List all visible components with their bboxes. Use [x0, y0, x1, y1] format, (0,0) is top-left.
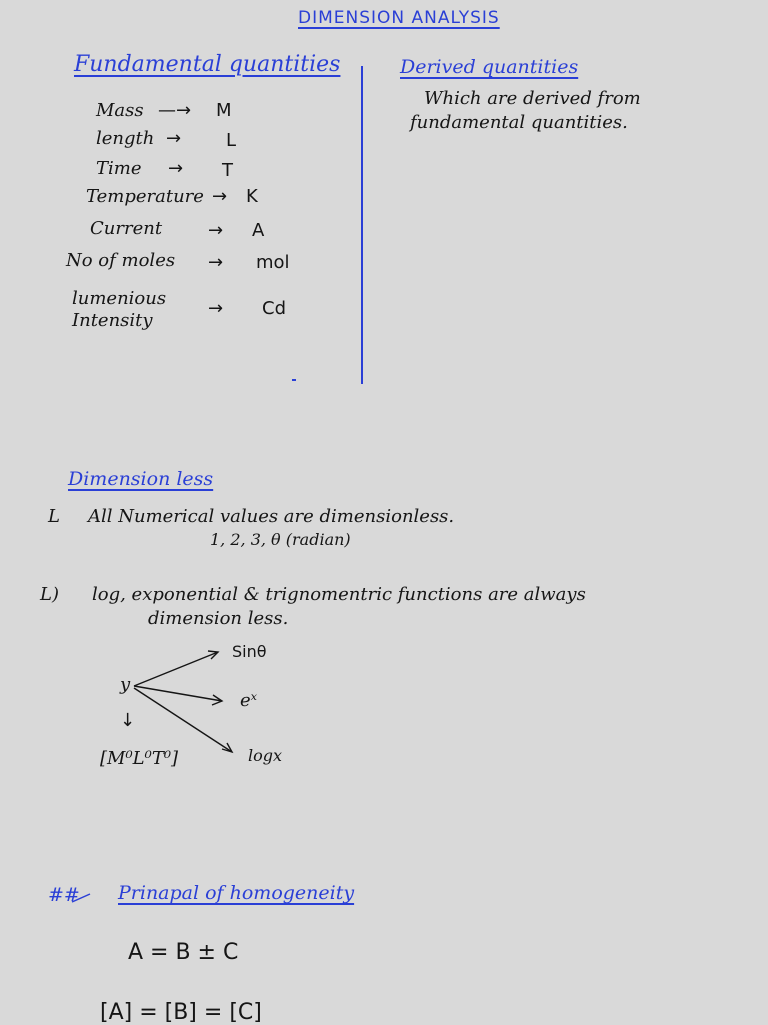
quantity-label: Time	[96, 158, 142, 179]
symbol: K	[246, 186, 258, 207]
symbol: mol	[256, 252, 290, 273]
quantity-label: Mass	[96, 100, 144, 121]
diagram-target-log: logx	[248, 746, 283, 765]
quantity-label: length	[96, 128, 155, 149]
symbol: T	[222, 160, 233, 181]
arrow: →	[168, 158, 184, 179]
down-arrow-icon: ↓	[120, 710, 136, 731]
quantity-label: Temperature	[86, 186, 204, 207]
arrow: →	[166, 128, 182, 149]
quantity-label: lumenious Intensity	[72, 288, 167, 331]
dimensionless-point2-line2: dimension less.	[148, 608, 289, 629]
derived-text-line2: fundamental quantities.	[410, 112, 628, 133]
arrow-to-exp	[134, 686, 222, 701]
fundamental-heading: Fundamental quantities	[74, 52, 341, 77]
equation-2: [A] = [B] = [C]	[100, 1000, 262, 1025]
quantity-label: No of moles	[66, 250, 176, 271]
symbol: A	[252, 220, 265, 241]
arrow-head-log	[222, 743, 232, 752]
arrow: →	[212, 186, 228, 207]
diagram-arrows	[134, 651, 232, 752]
page-title: DIMENSION ANALYSIS	[298, 8, 500, 28]
derived-heading: Derived quantities	[400, 56, 579, 78]
homogeneity-heading: Prinapal of homogeneity	[118, 882, 355, 904]
diagram-target-sin: Sinθ	[232, 642, 267, 661]
diagram-dimension: [M⁰L⁰T⁰]	[100, 748, 179, 769]
dimensionless-point1: All Numerical values are dimensionless.	[88, 506, 455, 527]
arrow-to-sin	[134, 652, 218, 686]
diagram-target-exp: eˣ	[240, 690, 258, 711]
bullet-arrow: L	[48, 506, 60, 527]
equation-1: A = B ± C	[128, 940, 239, 965]
homogeneity-marker: ##	[48, 884, 80, 906]
derived-text-line1: Which are derived from	[424, 88, 641, 109]
dimensionless-point2-line1: log, exponential & trignomentric functions are always	[92, 584, 586, 605]
dimensionless-examples: 1, 2, 3, θ (radian)	[210, 530, 351, 549]
marker-stroke	[72, 894, 90, 902]
quantity-label: Current	[90, 218, 163, 239]
diagram-source-y: y	[120, 674, 131, 695]
arrow: —→	[158, 100, 192, 121]
dimensionless-heading: Dimension less	[68, 468, 214, 490]
arrow: →	[208, 252, 224, 273]
arrow: →	[208, 220, 224, 241]
symbol: M	[216, 100, 232, 121]
arrow: →	[208, 298, 224, 319]
symbol: L	[226, 130, 237, 151]
symbol: Cd	[262, 298, 286, 319]
bullet-arrow: L)	[40, 584, 59, 605]
